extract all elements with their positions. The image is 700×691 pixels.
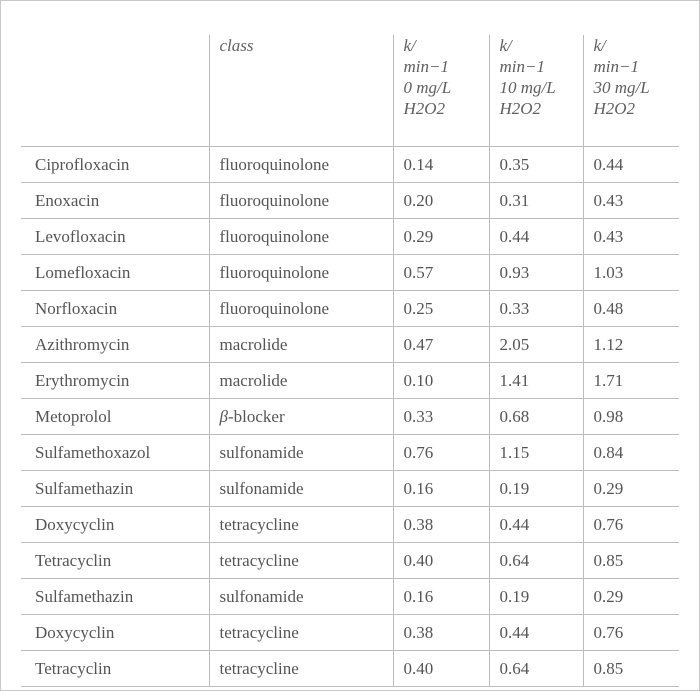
header-k-10mg-line-1: k/ [499, 36, 512, 55]
cell-compound: Norfloxacin [21, 291, 209, 327]
cell-class: fluoroquinolone [209, 255, 393, 291]
cell-k-0mg: 0.38 [393, 507, 489, 543]
header-k-10mg [489, 35, 583, 147]
cell-k-0mg: 0.25 [393, 291, 489, 327]
table-header-row [21, 35, 679, 147]
cell-k-10mg: 0.19 [489, 579, 583, 615]
cell-class: macrolide [209, 327, 393, 363]
class-prefix: β [219, 406, 228, 426]
cell-k-30mg: 0.43 [583, 183, 679, 219]
cell-k-30mg: 0.85 [583, 543, 679, 579]
cell-k-10mg: 0.44 [489, 507, 583, 543]
header-class: class [209, 35, 393, 147]
cell-class [209, 399, 393, 435]
cell-k-10mg: 0.19 [489, 471, 583, 507]
cell-class: sulfonamide [209, 579, 393, 615]
table-row [21, 543, 679, 579]
cell-compound: Tetracyclin [21, 651, 209, 687]
cell-compound: Levofloxacin [21, 219, 209, 255]
table-row [21, 291, 679, 327]
cell-compound: Lomefloxacin [21, 255, 209, 291]
table-body [21, 147, 679, 687]
table-row [21, 327, 679, 363]
cell-k-0mg: 0.20 [393, 183, 489, 219]
cell-class: fluoroquinolone [209, 183, 393, 219]
cell-compound: Sulfamethoxazol [21, 435, 209, 471]
cell-compound: Erythromycin [21, 363, 209, 399]
cell-class: fluoroquinolone [209, 147, 393, 183]
cell-k-10mg: 0.64 [489, 651, 583, 687]
cell-k-0mg: 0.29 [393, 219, 489, 255]
cell-k-0mg: 0.76 [393, 435, 489, 471]
cell-k-30mg: 0.85 [583, 651, 679, 687]
class-name: -blocker [227, 406, 285, 426]
cell-k-10mg: 0.93 [489, 255, 583, 291]
cell-k-10mg: 1.41 [489, 363, 583, 399]
cell-compound: Metoprolol [21, 399, 209, 435]
table-row [21, 651, 679, 687]
cell-k-0mg: 0.40 [393, 651, 489, 687]
header-k-30mg-line-3: 30 mg/L [593, 78, 650, 97]
cell-k-30mg: 0.76 [583, 615, 679, 651]
cell-class: sulfonamide [209, 435, 393, 471]
cell-class: sulfonamide [209, 471, 393, 507]
cell-k-0mg: 0.16 [393, 579, 489, 615]
table-row [21, 507, 679, 543]
cell-class: tetracycline [209, 615, 393, 651]
cell-class: tetracycline [209, 507, 393, 543]
cell-k-30mg: 0.76 [583, 507, 679, 543]
cell-compound: Sulfamethazin [21, 471, 209, 507]
cell-k-0mg: 0.38 [393, 615, 489, 651]
cell-k-10mg: 0.64 [489, 543, 583, 579]
header-k-0mg-line-4: H2O2 [403, 99, 446, 118]
header-k-10mg-line-2: min−1 [499, 57, 545, 76]
header-compound [21, 35, 209, 147]
cell-k-10mg: 0.31 [489, 183, 583, 219]
cell-compound: Doxycyclin [21, 507, 209, 543]
header-k-30mg-line-4: H2O2 [593, 99, 636, 118]
cell-class: tetracycline [209, 651, 393, 687]
cell-k-30mg: 0.43 [583, 219, 679, 255]
cell-k-30mg: 0.48 [583, 291, 679, 327]
cell-k-0mg: 0.33 [393, 399, 489, 435]
table-row [21, 255, 679, 291]
cell-k-30mg: 0.29 [583, 579, 679, 615]
cell-k-0mg: 0.14 [393, 147, 489, 183]
cell-k-30mg: 0.84 [583, 435, 679, 471]
cell-k-0mg: 0.57 [393, 255, 489, 291]
cell-class: fluoroquinolone [209, 219, 393, 255]
cell-k-30mg: 0.29 [583, 471, 679, 507]
cell-k-10mg: 0.33 [489, 291, 583, 327]
cell-k-10mg: 2.05 [489, 327, 583, 363]
cell-k-10mg: 0.35 [489, 147, 583, 183]
cell-k-30mg: 0.98 [583, 399, 679, 435]
table-row [21, 615, 679, 651]
header-k-10mg-line-4: H2O2 [499, 99, 542, 118]
cell-compound: Doxycyclin [21, 615, 209, 651]
header-k-0mg-line-2: min−1 [403, 57, 449, 76]
table-row [21, 363, 679, 399]
cell-k-10mg: 0.44 [489, 219, 583, 255]
header-k-30mg-line-1: k/ [593, 36, 606, 55]
cell-k-30mg: 0.44 [583, 147, 679, 183]
cell-compound: Enoxacin [21, 183, 209, 219]
header-k-30mg [583, 35, 679, 147]
cell-k-0mg: 0.40 [393, 543, 489, 579]
table-row [21, 471, 679, 507]
header-k-10mg-line-3: 10 mg/L [499, 78, 556, 97]
cell-class: macrolide [209, 363, 393, 399]
table-row [21, 435, 679, 471]
cell-compound: Azithromycin [21, 327, 209, 363]
cell-k-0mg: 0.10 [393, 363, 489, 399]
table-row [21, 147, 679, 183]
table-row [21, 219, 679, 255]
cell-class: fluoroquinolone [209, 291, 393, 327]
cell-k-30mg: 1.03 [583, 255, 679, 291]
header-k-0mg-line-1: k/ [403, 36, 416, 55]
cell-compound: Sulfamethazin [21, 579, 209, 615]
cell-compound: Ciprofloxacin [21, 147, 209, 183]
cell-k-30mg: 1.71 [583, 363, 679, 399]
cell-k-10mg: 0.68 [489, 399, 583, 435]
table-row [21, 183, 679, 219]
rate-constants-table [21, 35, 679, 687]
cell-k-30mg: 1.12 [583, 327, 679, 363]
cell-k-0mg: 0.47 [393, 327, 489, 363]
cell-compound: Tetracyclin [21, 543, 209, 579]
header-k-0mg-line-3: 0 mg/L [403, 78, 452, 97]
cell-class: tetracycline [209, 543, 393, 579]
table-row [21, 399, 679, 435]
cell-k-10mg: 1.15 [489, 435, 583, 471]
table-row [21, 579, 679, 615]
header-k-30mg-line-2: min−1 [593, 57, 639, 76]
cell-k-10mg: 0.44 [489, 615, 583, 651]
header-k-0mg [393, 35, 489, 147]
cell-k-0mg: 0.16 [393, 471, 489, 507]
